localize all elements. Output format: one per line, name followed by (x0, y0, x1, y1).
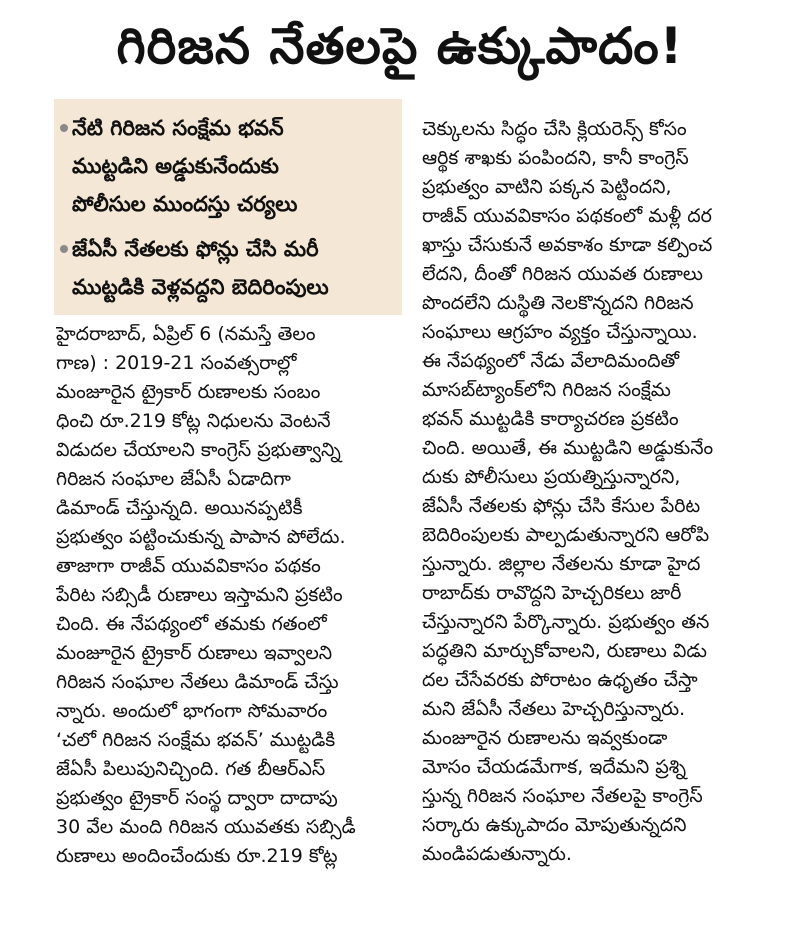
article-line: న్నారు. అందులో భాగంగా సోమవారం (56, 700, 328, 722)
article-column-left (56, 320, 396, 871)
article-line: డిమాండ్ చేస్తున్నది. అయినప్పటికీ (56, 497, 303, 519)
article-line: ప్రభుత్వం ట్రైకార్ సంస్థ ద్వారా దాదాపు (56, 787, 338, 809)
article-line: దుకు పోలీసులు ప్రయత్నిస్తున్నారని, (422, 466, 681, 488)
highlight-line: ముట్టడికి వెళ్లవద్దని బెదిరింపులు (72, 275, 329, 299)
article-line: పద్ధతిని మార్చుకోవాలని, రుణాలు విడు (422, 640, 708, 662)
article-line: చింది. ఈ నేపథ్యంలో తమకు గతంలో (56, 613, 327, 635)
headline: గిరిజన నేతలపై ఉక్కుపాదం! (116, 17, 684, 75)
article-line: 30 వేల మంది గిరిజన యువతకు సబ్సిడీ (56, 816, 356, 838)
article-line: ప్రభుత్వం పట్టించుకున్న పాపాన పోలేదు. (56, 526, 346, 548)
article-line: మండిపడుతున్నారు. (422, 843, 572, 865)
article-line: జేఏసీ పిలుపునిచ్చింది. గత బీఆర్ఎస్ (56, 758, 326, 780)
highlight-item-1 (72, 109, 402, 223)
article-line: చెక్కులను సిద్ధం చేసి క్లియరెన్స్ కోసం (422, 118, 687, 140)
article-line: ఖాస్తు చేసుకునే అవకాశం కూడా కల్పించ (422, 234, 713, 256)
article-line: మాసబ్‌ట్యాంక్‌లోని గిరిజన సంక్షేమ (422, 379, 671, 401)
article-line: ఈ నేపథ్యంలో నేడు వేలాదిమందితో (422, 350, 680, 372)
article-line: ఆర్థిక శాఖకు పంపిందని, కానీ కాంగ్రెస్ (422, 147, 689, 169)
article-line: భవన్ ముట్టడికి కార్యాచరణ ప్రకటిం (422, 408, 679, 430)
article-line: దల చేసేవరకు పోరాటం ఉధృతం చేస్తా (422, 669, 698, 691)
article-line: సంఘాలు ఆగ్రహం వ్యక్తం చేస్తున్నాయి. (422, 321, 698, 343)
article-line: సర్కారు ఉక్కుపాదం మోపుతున్నదని (422, 814, 687, 836)
bullet-icon (60, 245, 68, 253)
article-line: మని జేఏసీ నేతలు హెచ్చరిస్తున్నారు. (422, 698, 686, 720)
article-line: జేఏసీ నేతలకు ఫోన్లు చేసి కేసుల పేరిట (422, 495, 701, 517)
highlight-line: జేఏసీ నేతలకు ఫోన్లు చేసి మరీ (72, 237, 319, 261)
article-line: రాబాద్‌కు రావొద్దని హెచ్చరికలు జారీ (422, 582, 682, 604)
highlight-item-2 (72, 230, 402, 306)
article-line: చేస్తున్నారని పేర్కొన్నారు. ప్రభుత్వం తన (422, 611, 710, 633)
article-line: చింది. అయితే, ఈ ముట్టడిని అడ్డుకునేం (422, 437, 714, 459)
article-line: పేరిట సబ్సిడీ రుణాలు ఇస్తామని ప్రకటిం (56, 584, 343, 606)
article-line: మంజూరైన రుణాలను ఇవ్వకుండా (422, 727, 668, 749)
highlight-line: నేటి గిరిజన సంక్షేమ భవన్ (72, 116, 284, 140)
article-line: స్తున్న గిరిజన సంఘాల నేతలపై కాంగ్రెస్ (422, 785, 703, 807)
article-line: బెదిరింపులకు పాల్పడుతున్నారని ఆరోపి (422, 524, 710, 546)
article-line: రాజీవ్ యువవికాసం పథకంలో మళ్లీ దర (422, 205, 712, 227)
article-line: రుణాలు అందించేందుకు రూ.219 కోట్ల (56, 845, 338, 867)
article-line: లేదని, దీంతో గిరిజన యువత రుణాలు (422, 263, 703, 285)
article-line: ‘చలో గిరిజన సంక్షేమ భవన్’ ముట్టడికి (56, 729, 336, 751)
article-line: గిరిజన సంఘాల నేతలు డిమాండ్ చేస్తు (56, 671, 339, 693)
article-column-right (422, 115, 774, 869)
highlight-line: ముట్టడిని అడ్డుకునేందుకు (72, 154, 279, 178)
article-line: మోసం చేయడమేగాక, ఇదేమని ప్రశ్ని (422, 756, 687, 778)
article-line: ప్రభుత్వం వాటిని పక్కన పెట్టిందని, (422, 176, 672, 198)
article-line: స్తున్నారు. జిల్లాల నేతలను కూడా హైద (422, 553, 701, 575)
article-line: మంజూరైన ట్రైకార్ రుణాలు ఇవ్వాలని (56, 642, 333, 664)
article-line: గిరిజన సంఘాల జేఏసీ ఏడాదిగా (56, 468, 291, 490)
highlight-box (54, 99, 402, 315)
article-line: గాణ) : 2019-21 సంవత్సరాల్లో (56, 352, 297, 374)
article-line: హైదరాబాద్, ఏప్రిల్ 6 (నమస్తే తెలం (56, 323, 316, 345)
article-line: పొందలేని దుస్థితి నెలకొన్నదని గిరిజన (422, 292, 694, 314)
article-line: తాజాగా రాజీవ్ యువవికాసం పథకం (56, 555, 321, 577)
bullet-icon (60, 124, 68, 132)
article-line: విడుదల చేయాలని కాంగ్రెస్ ప్రభుత్వాన్ని (56, 439, 341, 461)
article-line: ధించి రూ.219 కోట్ల నిధులను వెంటనే (56, 410, 331, 432)
article-line: మంజూరైన ట్రైకార్ రుణాలకు సంబం (56, 381, 321, 403)
highlight-line: పోలీసుల ముందస్తు చర్యలు (72, 192, 298, 216)
